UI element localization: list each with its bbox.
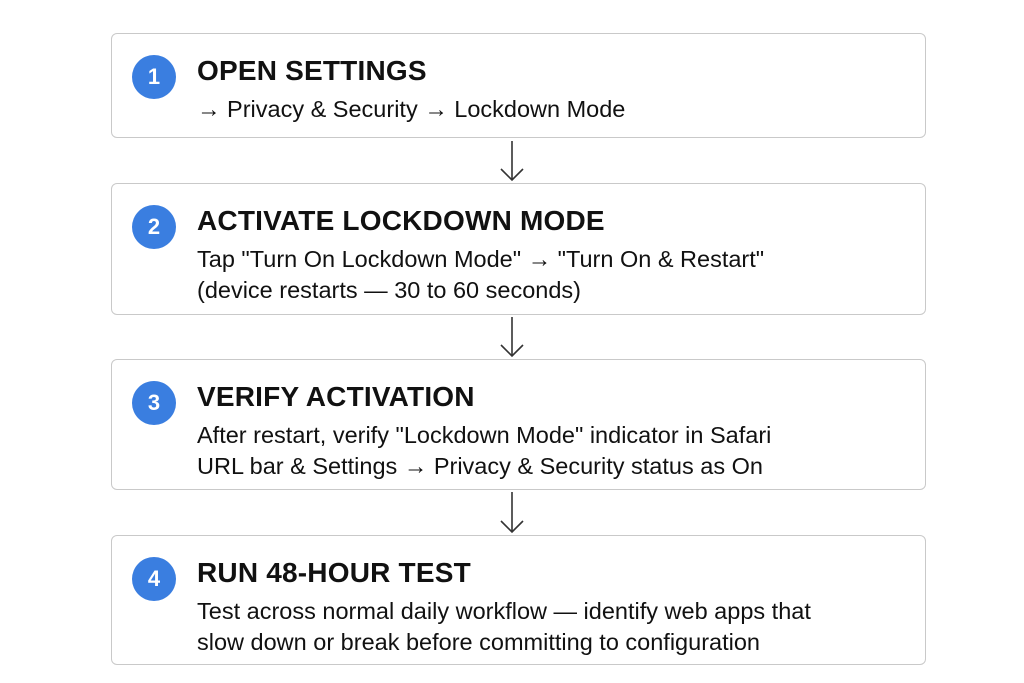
step-description [197,244,764,306]
arrow-down-icon [498,140,526,182]
step-card-verify-activation [111,359,926,490]
step-title: OPEN SETTINGS [197,55,427,86]
step-title: VERIFY ACTIVATION [197,381,475,412]
step-description-line: URL bar & Settings → Privacy & Security status as On [197,453,763,479]
arrow-down-icon [498,491,526,534]
step-description-line: (device restarts — 30 to 60 seconds) [197,277,582,303]
step-title: ACTIVATE LOCKDOWN MODE [197,205,605,236]
step-card-run-48-hour-test [111,535,926,665]
step-description [197,596,811,658]
step-card-open-settings [111,33,926,138]
step-description-line: Test across normal daily workflow — identify web apps that [197,598,811,624]
step-number-badge: 4 [132,557,176,601]
step-description [197,94,625,125]
step-number-badge: 1 [132,55,176,99]
step-description [197,420,771,482]
step-description-line: After restart, verify "Lockdown Mode" indicator in Safari [197,422,772,448]
step-description-line: Tap "Turn On Lockdown Mode" → "Turn On & Restart" [197,246,765,272]
arrow-down-icon [498,316,526,358]
step-number-badge: 3 [132,381,176,425]
step-number-badge: 2 [132,205,176,249]
step-card-activate-lockdown-mode [111,183,926,315]
step-description-line: slow down or break before committing to configuration [197,629,760,655]
step-title: RUN 48-HOUR TEST [197,557,471,588]
step-description-line: → Privacy & Security → Lockdown Mode [197,96,626,122]
